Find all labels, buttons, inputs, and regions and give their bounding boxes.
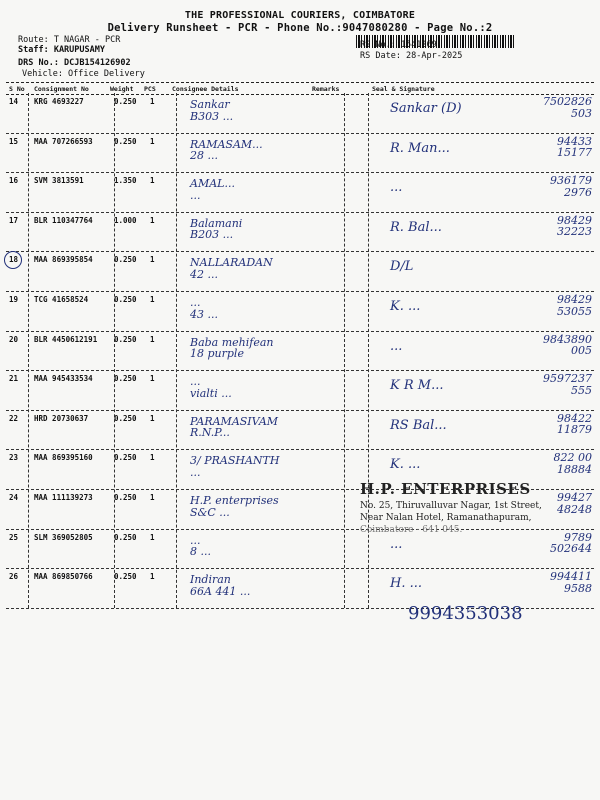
row-weight: 0.250 <box>114 136 137 146</box>
table-row <box>6 251 594 292</box>
signature: R. Bal... <box>390 219 442 235</box>
consignee-details: ... vialti ... <box>190 375 232 400</box>
signature: K. ... <box>390 299 421 314</box>
row-weight: 0.250 <box>114 532 137 542</box>
row-consignment: SLM 369052805 <box>34 532 93 542</box>
stamp-line: Near Nalan Hotel, Ramanathapuram, <box>360 513 532 523</box>
row-sno: 19 <box>9 295 19 304</box>
consignee-details: ... 8 ... <box>190 533 211 559</box>
runsheet-title: Delivery Runsheet - PCR - Phone No.:9047080280 - Page No.:2 <box>107 22 493 34</box>
route: Route: T NAGAR - PCR <box>18 35 121 45</box>
phone-number: 936179 2976 <box>550 174 592 199</box>
row-sno: 15 <box>9 136 19 146</box>
signature: R. Man... <box>390 140 450 156</box>
consignee-details: PARAMASIVAM R.N.P... <box>190 414 279 440</box>
consignee-details: ... 43 ... <box>190 296 218 321</box>
row-pcs: 1 <box>150 136 155 146</box>
row-sno: 26 <box>9 572 19 582</box>
row-sno: 16 <box>9 176 19 186</box>
table-row <box>6 410 594 451</box>
phone-number: 822 00 18884 <box>553 451 592 476</box>
row-pcs: 1 <box>150 215 155 225</box>
row-weight: 0.250 <box>114 255 137 265</box>
col-seal: Seal & Signature <box>372 85 435 93</box>
row-weight: 0.250 <box>114 572 137 582</box>
phone-number: 7502826 503 <box>543 95 592 120</box>
row-weight: 0.250 <box>114 374 137 384</box>
table-row <box>6 370 594 411</box>
row-consignment: HRD 20730637 <box>34 413 89 423</box>
row-weight: 0.250 <box>114 453 137 463</box>
col-weight: Weight <box>110 85 134 93</box>
signature: Sankar (D) <box>390 101 462 116</box>
row-consignment: BLR 4450612191 <box>34 334 98 344</box>
stamp <box>360 480 560 535</box>
phone-number: 98422 11879 <box>557 411 592 437</box>
row-pcs: 1 <box>150 176 155 186</box>
row-consignment: BLR 110347764 <box>34 215 93 225</box>
row-pcs: 1 <box>150 413 155 423</box>
phone-number: 994411 9588 <box>550 570 592 595</box>
consignee-details: Balamani B203 ... <box>190 216 243 242</box>
row-pcs: 1 <box>150 453 155 463</box>
row-weight: 0.250 <box>114 334 137 344</box>
row-sno: 20 <box>9 334 19 344</box>
row-weight: 0.250 <box>114 413 137 423</box>
col-remarks: Remarks <box>312 85 340 93</box>
row-pcs: 1 <box>150 255 155 265</box>
row-sno: 14 <box>9 97 19 106</box>
consignee-details: AMAL... ... <box>190 177 235 202</box>
consignee-details: H.P. enterprises S&C ... <box>190 494 279 519</box>
table-row <box>6 93 594 134</box>
phone-number: 98429 32223 <box>557 213 592 239</box>
rs-no: RS No.: 1541269 <box>360 40 437 50</box>
table-row <box>6 331 594 372</box>
col-consignee: Consignee Details <box>172 85 239 93</box>
row-weight: 0.250 <box>114 493 137 502</box>
vehicle: Vehicle: Office Delivery <box>22 69 145 79</box>
stamp-name: H.P. ENTERPRISES <box>360 480 531 498</box>
col-pcs: PCS <box>144 85 156 93</box>
row-sno: 23 <box>9 453 19 463</box>
table-row <box>6 291 594 332</box>
row-consignment: MAA 707266593 <box>34 136 93 146</box>
row-sno: 25 <box>9 532 19 542</box>
row-weight: 1.350 <box>114 176 137 186</box>
table-row <box>6 212 594 253</box>
row-consignment: TCG 41658524 <box>34 295 89 304</box>
signature: H. ... <box>390 576 422 592</box>
row-consignment: MAA 945433534 <box>34 374 93 384</box>
row-sno: 21 <box>9 374 19 384</box>
row-consignment: MAA 869395160 <box>34 453 93 463</box>
row-sno: 22 <box>9 413 19 423</box>
phone-number: 98429 53055 <box>557 293 592 318</box>
row-consignment: MAA 869850766 <box>34 572 93 582</box>
signature: D/L <box>390 259 414 275</box>
row-weight: 0.250 <box>114 295 137 304</box>
staff: Staff: KARUPUSAMY <box>18 45 105 55</box>
row-sno: 17 <box>9 215 19 225</box>
row-pcs: 1 <box>150 572 155 582</box>
row-sno: 18 <box>9 255 19 265</box>
row-sno: 24 <box>9 493 19 502</box>
row-pcs: 1 <box>150 334 155 344</box>
signature: RS Bal... <box>390 417 447 433</box>
row-weight: 0.250 <box>114 97 137 106</box>
row-pcs: 1 <box>150 493 155 502</box>
row-pcs: 1 <box>150 532 155 542</box>
row-weight: 1.000 <box>114 215 137 225</box>
signature: ... <box>390 180 403 196</box>
row-pcs: 1 <box>150 374 155 384</box>
company-title: THE PROFESSIONAL COURIERS, COIMBATORE <box>184 10 416 21</box>
row-consignment: MAA 869395854 <box>34 255 93 265</box>
row-consignment: MAA 111139273 <box>34 493 93 502</box>
stamp-line: Coimbatore - 641 045. <box>360 525 463 535</box>
row-consignment: KRG 4693227 <box>34 97 84 106</box>
signature: ... <box>390 536 403 552</box>
signature: K. ... <box>390 457 421 473</box>
stamp-line: No. 25, Thiruvalluvar Nagar, 1st Street, <box>360 501 542 511</box>
consignee-details: RAMASAM... 28 ... <box>190 137 263 163</box>
consignee-details: Baba mehifean 18 purple <box>190 335 274 361</box>
row-consignment: SVM 3813591 <box>34 176 84 186</box>
phone-number: 99427 48248 <box>557 491 592 516</box>
row-pcs: 1 <box>150 295 155 304</box>
consignee-details: Sankar B303 ... <box>190 98 234 123</box>
drs-no: DRS No.: DCJB154126902 <box>18 58 131 68</box>
phone-number: 9597237 555 <box>543 372 592 397</box>
table-row <box>6 133 594 174</box>
table-row <box>6 172 594 213</box>
signature: K R M... <box>390 378 444 394</box>
signature: ... <box>390 338 403 354</box>
consignee-details: NALLARADAN 42 ... <box>190 256 273 281</box>
phone-number: 9789 502644 <box>550 530 592 556</box>
consignee-details: Indiran 66A 441 ... <box>190 573 251 598</box>
phone-number: 94433 15177 <box>557 134 592 160</box>
col-sno: S No <box>9 85 25 93</box>
row-pcs: 1 <box>150 97 155 106</box>
phone-number: 9843890 005 <box>543 332 592 358</box>
col-consignment: Consignment No <box>34 85 89 93</box>
footer-phone: 9994353038 <box>408 603 523 624</box>
consignee-details: 3/ PRASHANTH ... <box>190 454 280 479</box>
rs-date: RS Date: 28-Apr-2025 <box>360 51 463 61</box>
